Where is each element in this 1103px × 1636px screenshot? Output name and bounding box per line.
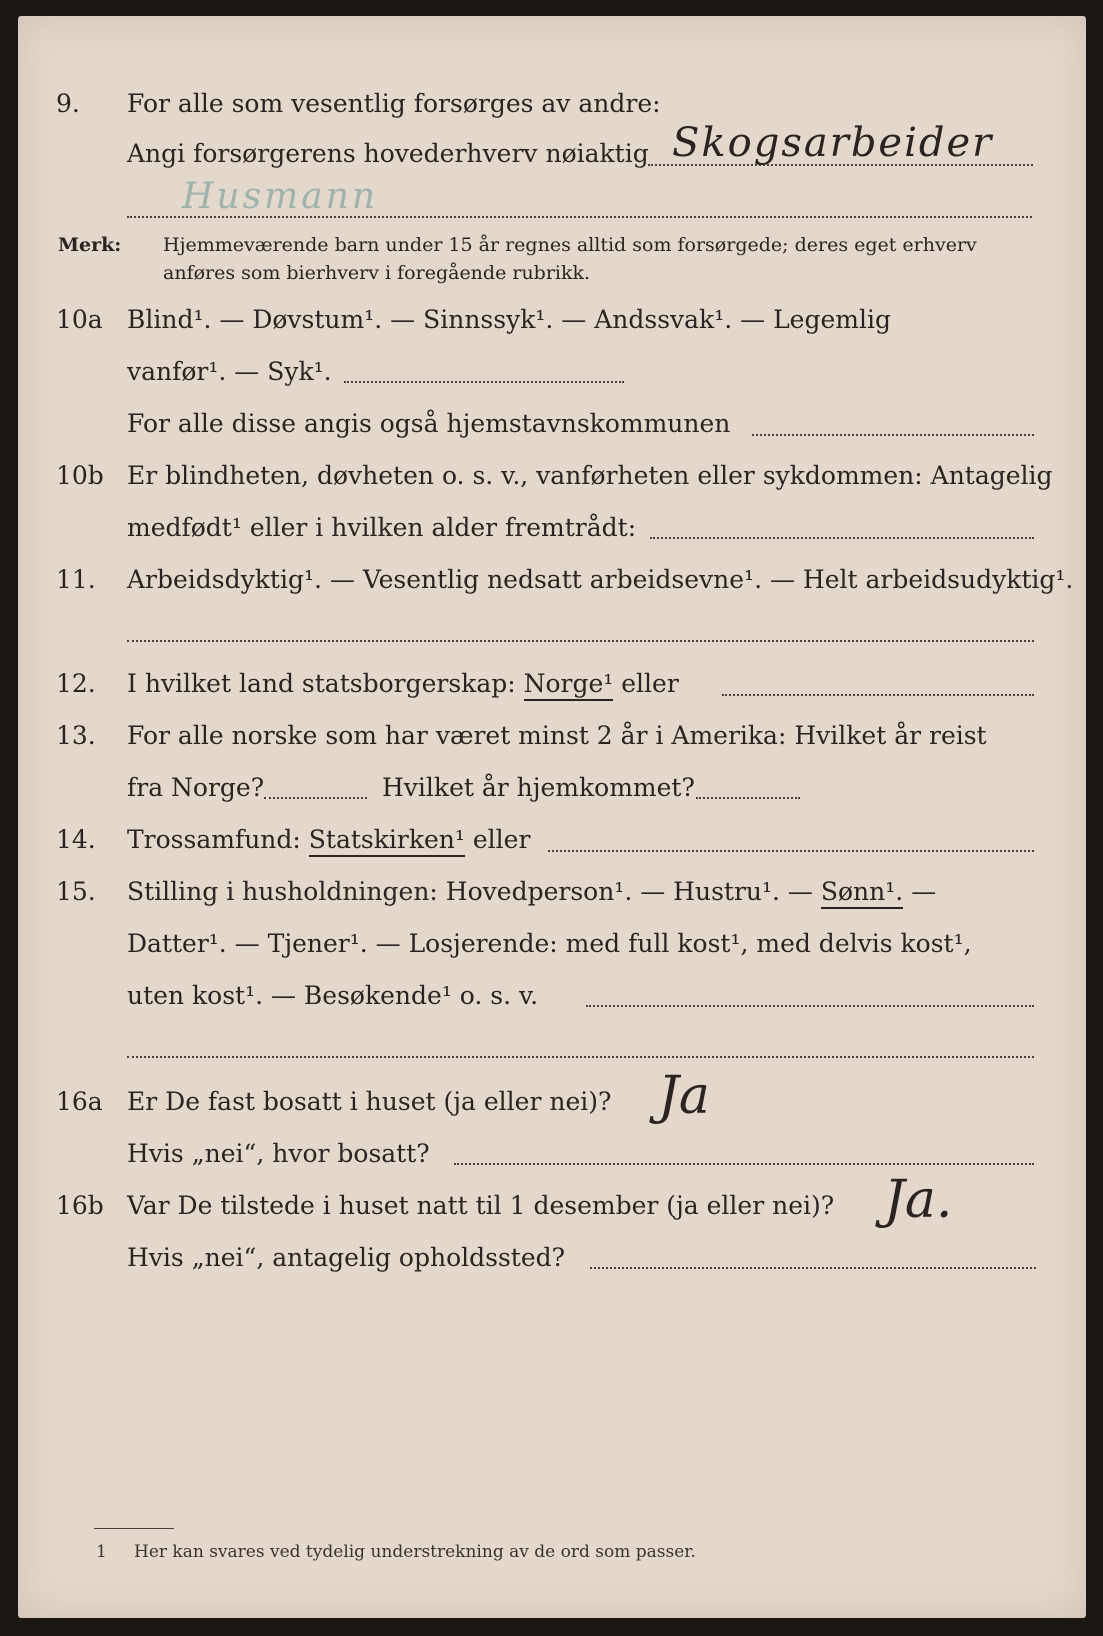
q16b-opholdssted-line[interactable] (590, 1267, 1036, 1269)
q15-underlined-sonn: Sønn¹. (821, 877, 903, 909)
q11-line1: Arbeidsdyktig¹. — Vesentlig nedsatt arbeidsevne¹. — Helt arbeidsudyktig¹. (127, 565, 1074, 594)
q16a-line1: Er De fast bosatt i huset (ja eller nei)? (127, 1087, 612, 1116)
q9-handwritten-answer: Skogsarbeider (672, 120, 994, 166)
q10a-hjemstavn-line[interactable] (752, 434, 1034, 436)
q10a-line2: vanfør¹. — Syk¹. (127, 357, 332, 386)
footnote-rule (94, 1528, 174, 1529)
q13-line1: For alle norske som har været minst 2 år i Amerika: Hvilket år reist (127, 721, 987, 750)
q14-prefix: Trossamfund: (127, 825, 301, 854)
merk-line2: anføres som bierhverv i foregående rubrikk. (163, 262, 591, 284)
q16b-number: 16b (56, 1191, 104, 1220)
q12-answer-line[interactable] (722, 694, 1034, 696)
q15-line3: uten kost¹. — Besøkende¹ o. s. v. (127, 981, 539, 1010)
q10b-alder-line[interactable] (650, 537, 1034, 539)
q15-line1a: Stilling i husholdningen: Hovedperson¹. — Hustru¹. — (127, 877, 813, 906)
q15-number: 15. (56, 877, 96, 906)
q13-reist-line[interactable] (264, 797, 367, 799)
q10b-line1: Er blindheten, døvheten o. s. v., vanførheten eller sykdommen: Antagelig (127, 461, 1053, 490)
q16b-line1: Var De tilstede i huset natt til 1 desember (ja eller nei)? (127, 1191, 835, 1220)
q9-line2: Angi forsørgerens hovederhverv nøiaktig (127, 139, 649, 168)
q15-line2: Datter¹. — Tjener¹. — Losjerende: med full kost¹, med delvis kost¹, (127, 929, 972, 958)
q11-number: 11. (56, 565, 96, 594)
q12-suffix: eller (621, 669, 679, 698)
q14-underlined-statskirken: Statskirken¹ (309, 825, 465, 857)
q14-answer-line[interactable] (548, 850, 1034, 852)
q16b-line2: Hvis „nei“, antagelig opholdssted? (127, 1243, 566, 1272)
q16b-handwritten-answer: Ja. (884, 1170, 953, 1230)
q13-line2a: fra Norge? (127, 773, 265, 802)
q10a-syk-line[interactable] (344, 381, 624, 383)
q10b-line2: medfødt¹ eller i hvilken alder fremtrådt: (127, 513, 637, 542)
q12-underlined-norge: Norge¹ (524, 669, 614, 701)
q10a-number: 10a (56, 305, 103, 334)
q15-line1b: — (911, 877, 937, 906)
q14-number: 14. (56, 825, 96, 854)
footnote-mark: 1 (96, 1542, 107, 1562)
q9-handwritten-answer-2: Husmann (182, 176, 379, 217)
q10a-line1: Blind¹. — Døvstum¹. — Sinnssyk¹. — Andssvak¹. — Legemlig (127, 305, 891, 334)
q16a-line2: Hvis „nei“, hvor bosatt? (127, 1139, 430, 1168)
q9-number: 9. (56, 89, 80, 118)
footnote-text: Her kan svares ved tydelig understrekning av de ord som passer. (134, 1542, 696, 1562)
q14-suffix: eller (472, 825, 531, 854)
q15-answer-line-2[interactable] (127, 1056, 1034, 1058)
q15-answer-line[interactable] (586, 1005, 1034, 1007)
q11-answer-line[interactable] (127, 640, 1034, 642)
q16a-number: 16a (56, 1087, 103, 1116)
q16a-bosatt-line[interactable] (454, 1163, 1034, 1165)
q12-number: 12. (56, 669, 96, 698)
q10a-line3: For alle disse angis også hjemstavnskommunen (127, 409, 731, 438)
merk-line1: Hjemmeværende barn under 15 år regnes alltid som forsørgede; deres eget erhverv (163, 234, 977, 256)
q13-hjemkommet-line[interactable] (696, 797, 800, 799)
q13-line2b: Hvilket år hjemkommet? (382, 773, 695, 802)
q16a-handwritten-answer: Ja (658, 1066, 710, 1126)
q12-text (127, 668, 679, 700)
merk-label: Merk: (58, 234, 122, 256)
q15-line1 (127, 876, 936, 908)
q10b-number: 10b (56, 461, 104, 490)
q12-prefix: I hvilket land statsborgerskap: (127, 669, 516, 698)
q14-text (127, 824, 530, 856)
q9-line1: For alle som vesentlig forsørges av andre: (127, 89, 661, 118)
q13-number: 13. (56, 721, 96, 750)
